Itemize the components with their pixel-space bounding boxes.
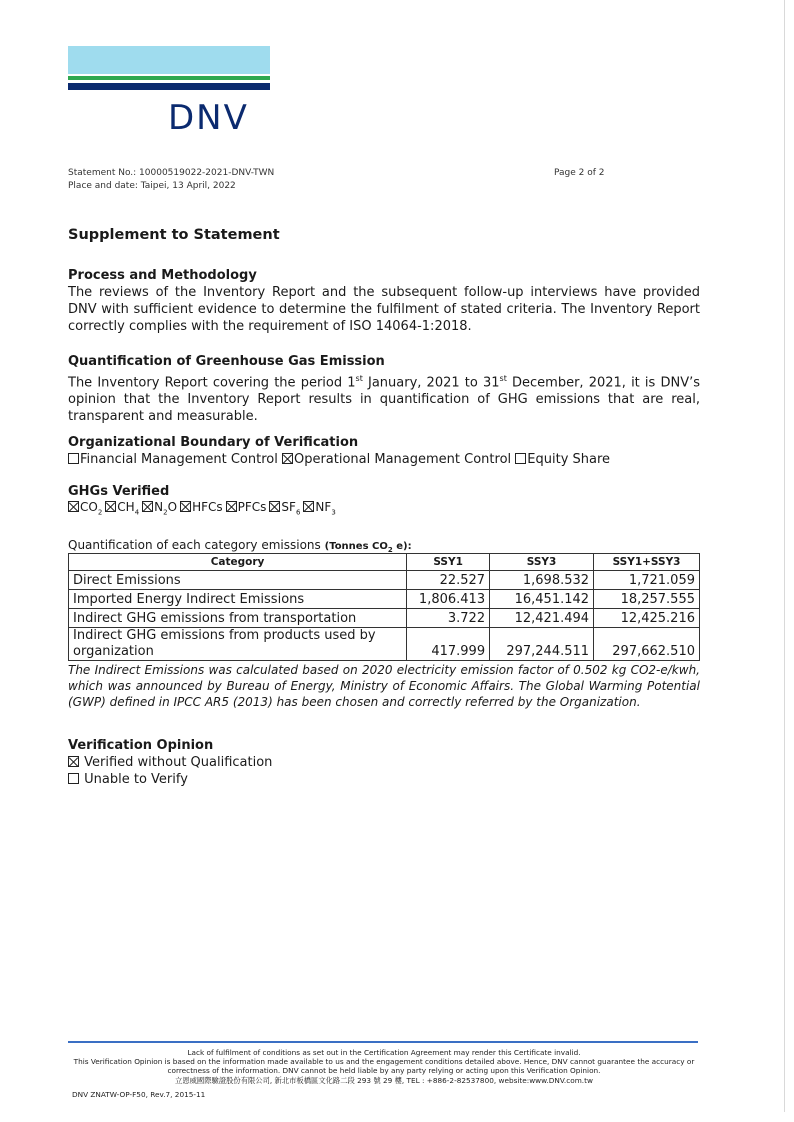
row-category: Indirect GHG emissions from transportation (69, 609, 407, 628)
logo-band-green (68, 76, 270, 80)
ghg-subscript: 2 (163, 508, 168, 517)
row-ssy1: 3.722 (407, 609, 490, 628)
opinion-verified[interactable]: Verified without Qualification (68, 754, 272, 771)
footer-address: 立恩威國際驗證股份有限公司, 新北市板橋區文化路二段 293 號 29 樓, TEL : +886-2-82537800, website:www.DNV.com.tw (175, 1076, 593, 1085)
row-total: 297,662.510 (594, 628, 700, 661)
dnv-logo: DNV (168, 98, 249, 138)
quantification-heading: Quantification of Greenhouse Gas Emission (68, 354, 385, 369)
checkbox-icon[interactable] (282, 453, 293, 464)
ghg-label: NF (315, 500, 332, 514)
row-ssy3: 297,244.511 (490, 628, 594, 661)
ghg-option[interactable] (226, 500, 267, 514)
emissions-table (68, 553, 700, 661)
row-total: 1,721.059 (594, 571, 700, 590)
ghg-label: CH (117, 500, 135, 514)
row-ssy3: 16,451.142 (490, 590, 594, 609)
document-code: DNV ZNATW-OP-F50, Rev.7, 2015-11 (72, 1090, 206, 1099)
footer-disclaimer: This Verification Opinion is based on the information made available to us and the engagement conditions detailed above. Hence, DNV cannot guarantee the accuracy or correctness of the information. DNV cannot be held liable by any party relying or acting upon this Verification Opinion. (73, 1057, 695, 1075)
emissions-caption: Quantification of each category emissions (Tonnes $CO_2$ e): (68, 538, 412, 554)
ghg-label: HFCs (192, 500, 223, 514)
header-total: SSY1+SSY3 (594, 554, 700, 571)
table-header-row (69, 554, 700, 571)
checkbox-icon[interactable] (269, 501, 280, 512)
checkbox-icon[interactable] (68, 501, 79, 512)
ghg-subscript: 4 (134, 508, 140, 517)
row-ssy3: 1,698.532 (490, 571, 594, 590)
checkbox-icon[interactable] (105, 501, 116, 512)
footer-divider (68, 1041, 698, 1043)
ghg-option[interactable] (68, 500, 103, 517)
table-row (69, 628, 700, 661)
header-category: Category (69, 554, 407, 571)
row-ssy1: 1,806.413 (407, 590, 490, 609)
row-ssy1: 22.527 (407, 571, 490, 590)
ghg-option[interactable] (105, 500, 140, 517)
page-edge (784, 0, 785, 1112)
opinion-heading: Verification Opinion (68, 738, 214, 753)
ghg-option[interactable] (269, 500, 301, 517)
place-and-date: Place and date: Taipei, 13 April, 2022 (68, 181, 236, 191)
ghg-option[interactable] (303, 500, 336, 517)
row-ssy1: 417.999 (407, 628, 490, 661)
row-ssy3: 12,421.494 (490, 609, 594, 628)
checkbox-icon[interactable] (68, 773, 79, 784)
boundary-heading: Organizational Boundary of Verification (68, 435, 359, 450)
quantification-text: The Inventory Report covering the period 1st January, 2021 to 31st December, 2021, it is DNV’s opinion that the Inventory Report results in quantification of GHG emissions that are real, transparent and measurable. (68, 374, 700, 425)
ghgs-heading: GHGs Verified (68, 484, 170, 499)
checkbox-icon[interactable] (303, 501, 314, 512)
checkbox-icon[interactable] (68, 756, 79, 767)
table-row (69, 571, 700, 590)
checkbox-icon[interactable] (180, 501, 191, 512)
boundary-option-equity[interactable]: Equity Share (515, 452, 610, 467)
page-number: Page 2 of 2 (554, 168, 605, 178)
ghg-subscript: 3 (331, 508, 336, 517)
checkbox-icon[interactable] (68, 453, 79, 464)
ghg-label-tail: O (167, 500, 178, 514)
ghg-label: SF (281, 500, 296, 514)
row-total: 12,425.216 (594, 609, 700, 628)
boundary-options (68, 451, 610, 468)
ghg-label: CO (80, 500, 98, 514)
statement-number: Statement No.: 10000519022-2021-DNV-TWN (68, 168, 275, 178)
process-heading: Process and Methodology (68, 268, 257, 283)
row-total: 18,257.555 (594, 590, 700, 609)
checkbox-icon[interactable] (142, 501, 153, 512)
row-category: Imported Energy Indirect Emissions (69, 590, 407, 609)
process-text: The reviews of the Inventory Report and the subsequent follow-up interviews have provided DNV with sufficient evidence to determine the fulfilment of stated criteria. The Inventory Report correctly complies with the requirement of ISO 14064-1:2018. (68, 285, 700, 334)
ghg-label: N (154, 500, 164, 514)
page-title: Supplement to Statement (68, 227, 280, 243)
opinion-unable[interactable]: Unable to Verify (68, 771, 188, 788)
ghg-options (68, 499, 339, 521)
ghg-label: PFCs (237, 500, 267, 514)
row-category: Indirect GHG emissions from products used by organization (69, 628, 407, 661)
header-ssy1: SSY1 (407, 554, 490, 571)
emissions-note: The Indirect Emissions was calculated based on 2020 electricity emission factor of 0.502 kg CO2-e/kwh, which was announced by Bureau of Energy, Ministry of Economic Affairs. The Global Warming Potential (GWP) defined in IPCC AR5 (2013) has been chosen and correctly referred by the Organization. (68, 663, 700, 709)
logo-band-navy (68, 83, 270, 90)
ghg-option[interactable] (180, 500, 223, 514)
header-ssy3: SSY3 (490, 554, 594, 571)
boundary-option-financial[interactable]: Financial Management Control (68, 452, 278, 467)
ghg-subscript: 2 (97, 508, 103, 517)
ghg-option[interactable] (142, 500, 178, 517)
table-row (69, 609, 700, 628)
logo-band-light (68, 46, 270, 74)
boundary-option-operational[interactable]: Operational Management Control (282, 452, 511, 467)
footer-validity-note: Lack of fulfilment of conditions as set out in the Certification Agreement may render this Certificate invalid. (187, 1048, 581, 1057)
checkbox-icon[interactable] (226, 501, 237, 512)
checkbox-icon[interactable] (515, 453, 526, 464)
table-row (69, 590, 700, 609)
row-category: Direct Emissions (69, 571, 407, 590)
ghg-subscript: 6 (295, 508, 301, 517)
